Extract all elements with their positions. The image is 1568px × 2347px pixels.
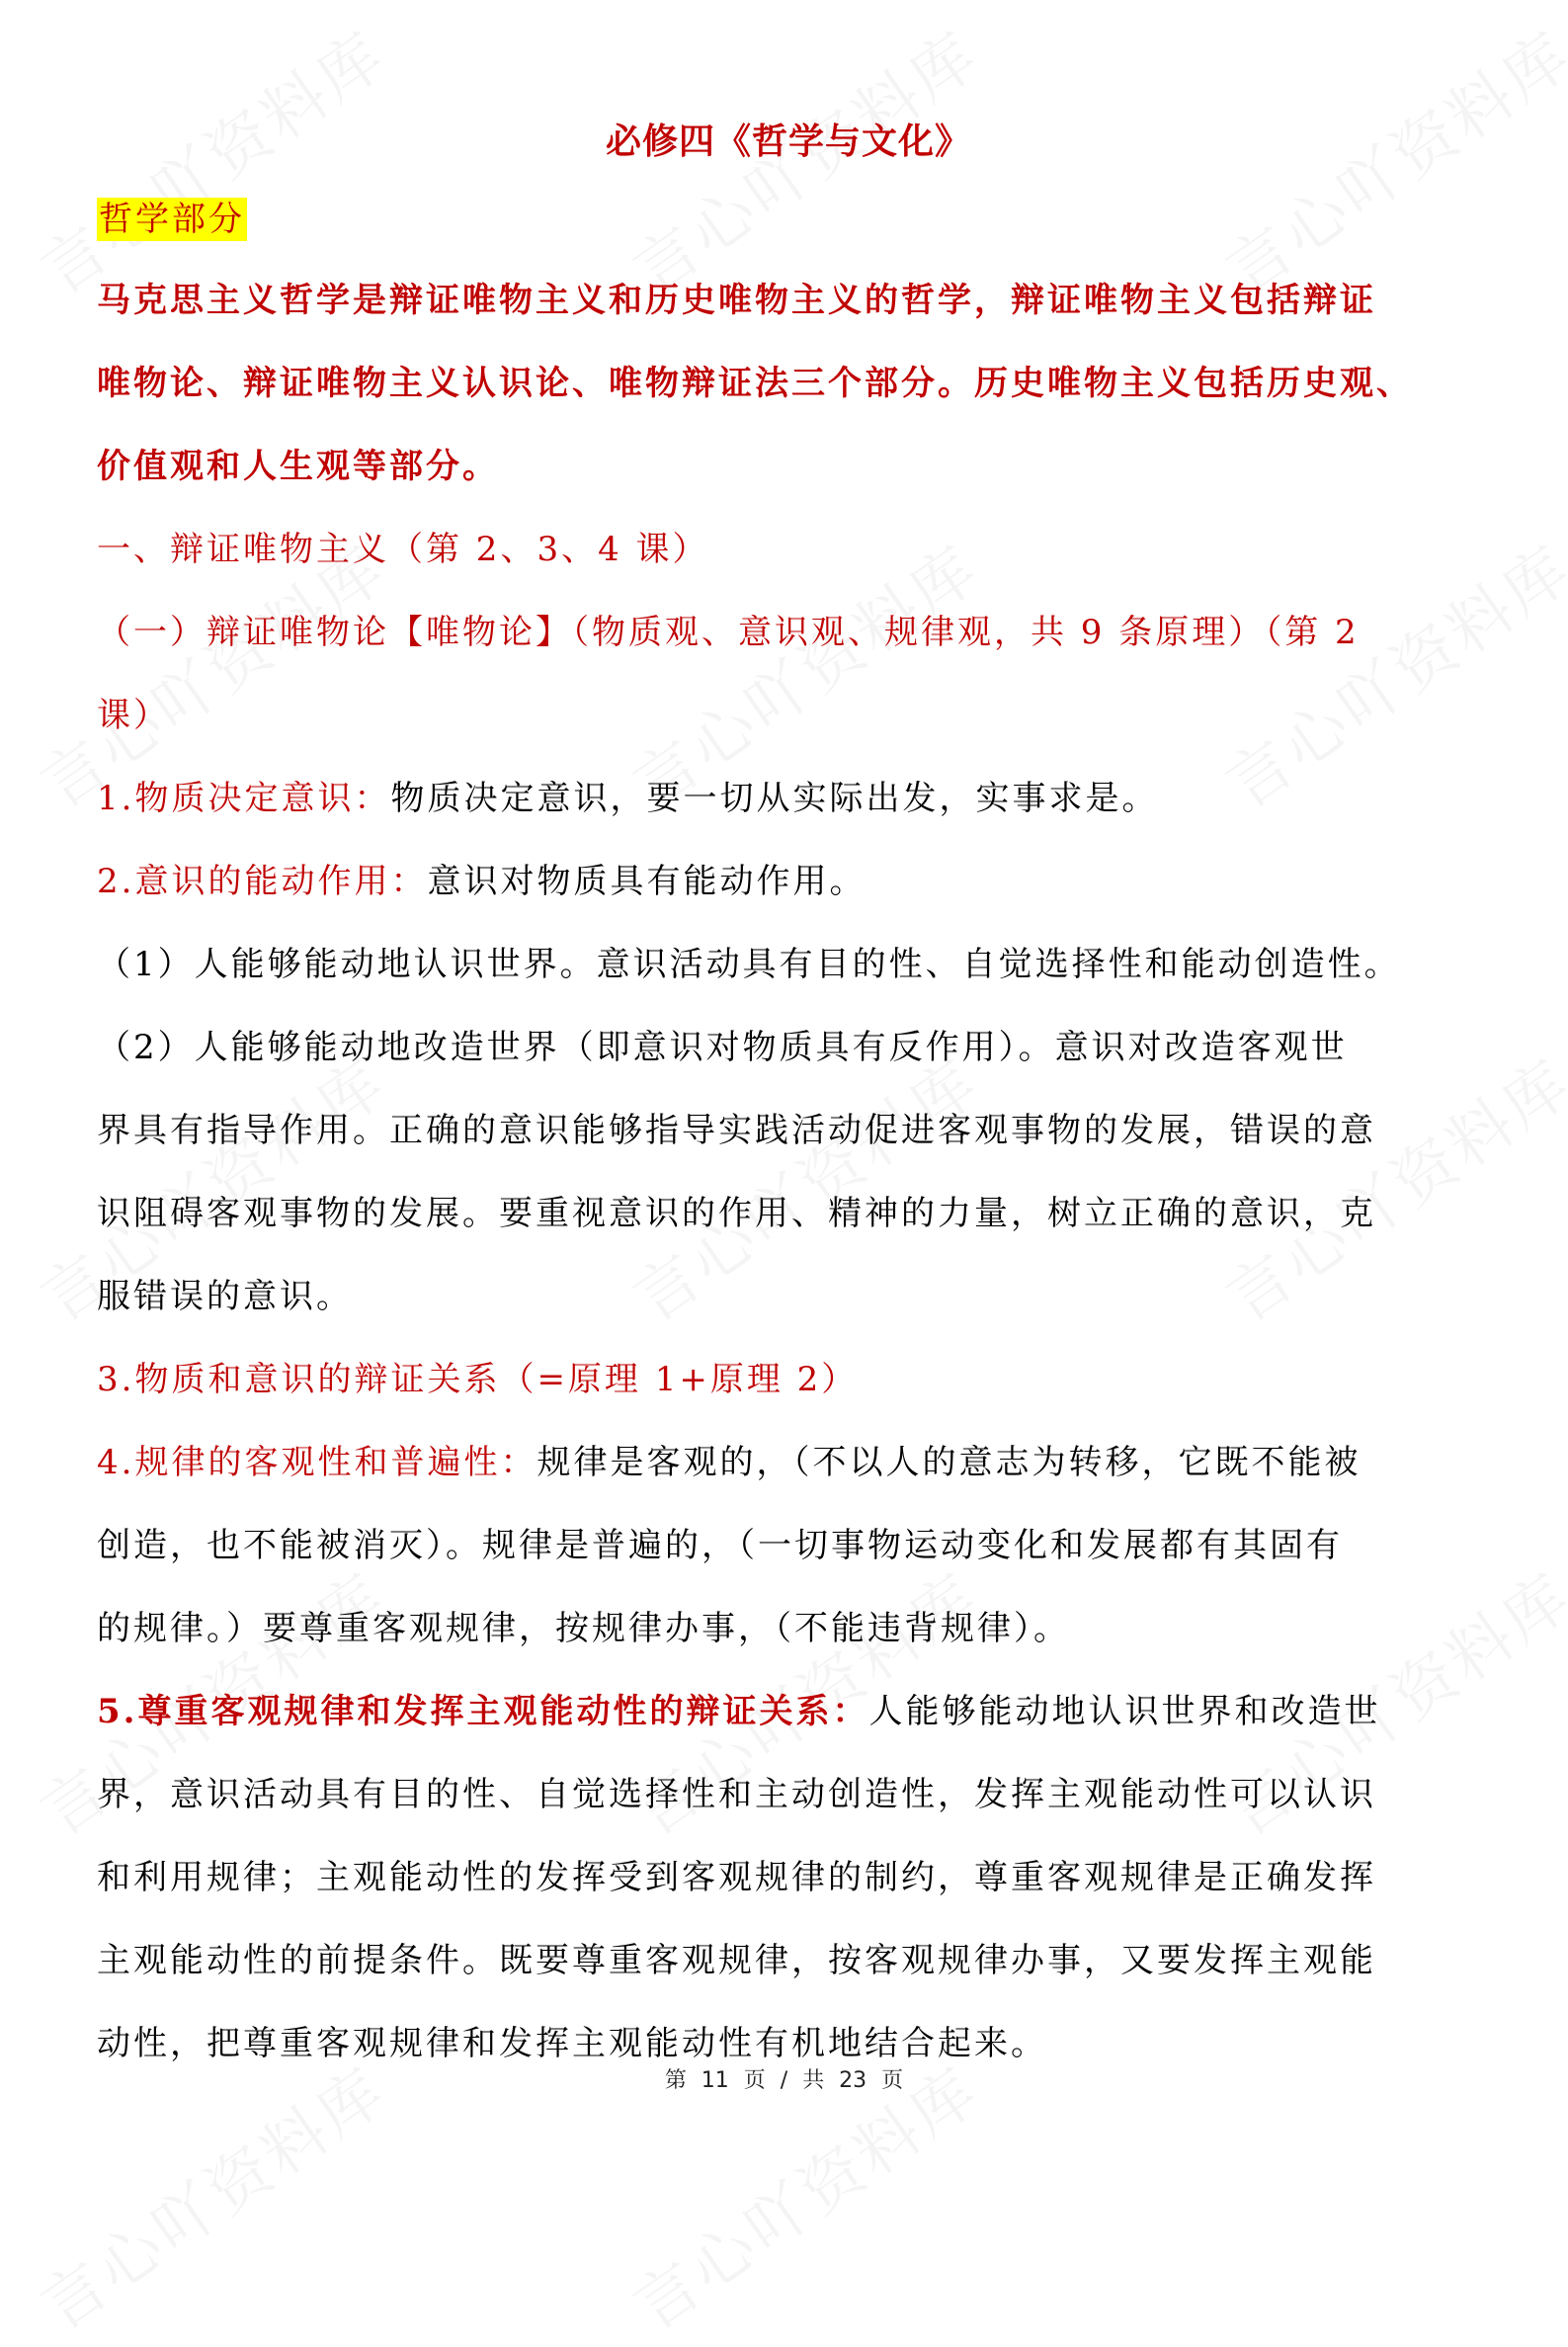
principle-1	[97, 775, 1158, 822]
principle-2	[97, 858, 866, 905]
principle-label: 2.意识的能动作用：	[97, 862, 428, 901]
watermark	[1205, 1034, 1568, 1339]
principle-text: 规律是客观的，（不以人的意志为转移，它既不能被	[536, 1443, 1362, 1482]
heading-level-1: 一、辩证唯物主义（第 2、3、4 课）	[97, 530, 709, 569]
principle-5	[97, 1688, 1381, 1735]
principle-text: 人能够能动地认识世界和改造世	[868, 1692, 1381, 1731]
intro-line: 价值观和人生观等部分。	[97, 447, 499, 486]
sub-point-2-cont: 界具有指导作用。正确的意识能够指导实践活动促进客观事物的发展，错误的意	[97, 1111, 1376, 1150]
principle-4	[97, 1439, 1361, 1486]
principle-5-cont: 动性，把尊重客观规律和发挥主观能动性有机地结合起来。	[97, 2024, 1047, 2063]
principle-5-cont: 界，意识活动具有目的性、自觉选择性和主动创造性，发挥主观能动性可以认识	[97, 1775, 1376, 1814]
principle-5-cont: 主观能动性的前提条件。既要尊重客观规律，按客观规律办事，又要发挥主观能	[97, 1941, 1376, 1980]
section-label-highlight: 哲学部分	[99, 200, 245, 239]
watermark	[1205, 520, 1568, 825]
principle-3: 3.物质和意识的辩证关系（=原理 1+原理 2）	[97, 1360, 859, 1399]
principle-4-cont: 创造，也不能被消灭）。规律是普遍的，（一切事物运动变化和发展都有其固有	[97, 1526, 1343, 1565]
sub-point-2-cont: 识阻碍客观事物的发展。要重视意识的作用、精神的力量，树立正确的意识，克	[97, 1194, 1376, 1233]
principle-text: 物质决定意识，要一切从实际出发，实事求是。	[390, 779, 1159, 818]
principle-text: 意识对物质具有能动作用。	[427, 862, 867, 901]
principle-label: 1.物质决定意识：	[97, 779, 391, 818]
sub-point-1: （1）人能够能动地认识世界。意识活动具有目的性、自觉选择性和能动创造性。	[97, 945, 1401, 984]
document-title: 必修四《哲学与文化》	[605, 121, 971, 162]
intro-line: 马克思主义哲学是辩证唯物主义和历史唯物主义的哲学，辩证唯物主义包括辩证	[97, 281, 1376, 320]
page-number-footer: 第 11 页 / 共 23 页	[664, 2068, 904, 2093]
intro-line: 唯物论、辩证唯物主义认识论、唯物辩证法三个部分。历史唯物主义包括历史观、	[97, 364, 1413, 403]
principle-label: 4.规律的客观性和普遍性：	[97, 1443, 537, 1482]
heading-level-2-cont: 课）	[97, 696, 170, 735]
principle-label: 5.尊重客观规律和发挥主观能动性的辩证关系：	[97, 1692, 869, 1731]
section-label	[97, 196, 247, 243]
sub-point-2: （2）人能够能动地改造世界（即意识对物质具有反作用）。意识对改造客观世	[97, 1028, 1348, 1067]
heading-level-2: （一）辩证唯物论【唯物论】（物质观、意识观、规律观，共 9 条原理）（第 2	[97, 613, 1360, 652]
principle-5-cont: 和利用规律；主观能动性的发挥受到客观规律的制约，尊重客观规律是正确发挥	[97, 1858, 1376, 1897]
sub-point-2-cont: 服错误的意识。	[97, 1277, 353, 1316]
watermark	[613, 1034, 995, 1339]
principle-4-cont: 的规律。）要尊重客观规律，按规律办事，（不能违背规律）。	[97, 1609, 1070, 1648]
